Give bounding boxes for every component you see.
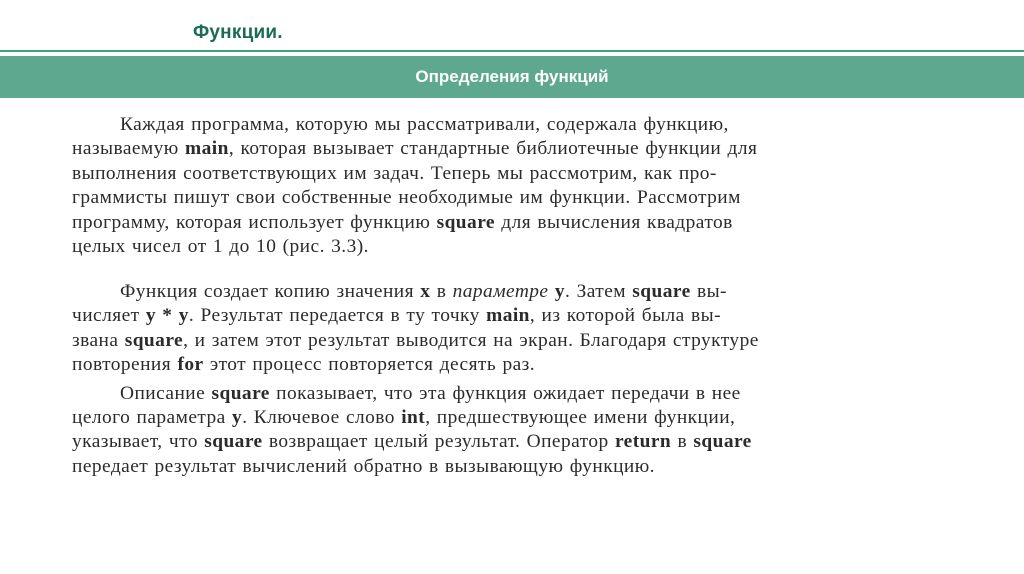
text-run: Функция создает копию значения xyxy=(120,281,421,302)
text-run: передает результат вычислений обратно в вызывающую функцию. xyxy=(72,455,655,477)
paragraph-2 xyxy=(72,280,950,378)
text-run: программу, которая использует функцию xyxy=(72,211,437,233)
paragraph-3 xyxy=(72,382,950,480)
code-keyword: x xyxy=(420,281,431,302)
text-run: этот процесс повторяется десять раз. xyxy=(203,354,536,376)
code-keyword: square xyxy=(124,329,184,351)
text-run: Описание xyxy=(120,382,212,404)
text-line xyxy=(72,353,950,377)
text-run: . Ключевое слово xyxy=(242,406,402,428)
text-run: в xyxy=(430,281,453,302)
page-title: Функции. xyxy=(193,22,283,43)
code-keyword: y xyxy=(554,281,565,302)
text-line xyxy=(72,280,950,304)
text-line xyxy=(72,186,950,210)
paragraph-1 xyxy=(72,113,950,259)
text-run: , которая вызывает стандартные библиотечные функции для xyxy=(228,138,758,160)
text-run: , из которой была вы- xyxy=(529,305,722,327)
text-run: , и затем этот результат выводится на экран. Благодаря структуре xyxy=(183,329,759,351)
code-keyword: int xyxy=(401,406,426,428)
text-line xyxy=(72,430,950,454)
text-run: возвращает целый результат. Оператор xyxy=(262,431,615,453)
text-run: звана xyxy=(72,329,125,351)
code-keyword: square xyxy=(211,382,270,404)
text-run: . Результат передается в ту точку xyxy=(188,305,487,327)
text-line xyxy=(72,137,950,161)
code-keyword: y * y xyxy=(145,305,189,327)
text-run: указывает, что xyxy=(72,431,205,453)
section-title: Определения функций xyxy=(415,67,609,86)
text-line xyxy=(72,113,950,137)
text-line xyxy=(72,382,950,406)
text-line xyxy=(72,455,950,479)
text-run: выполнения соответствующих им задач. Теперь мы рассмотрим, как про- xyxy=(72,162,717,184)
text-run: показывает, что эта функция ожидает передачи в нее xyxy=(269,382,741,404)
text-line xyxy=(72,329,950,353)
text-run: называемую xyxy=(72,138,186,160)
text-line xyxy=(72,162,950,186)
emphasis-text: параметре xyxy=(452,281,549,302)
text-run: Каждая программа, которую мы рассматривали, содержала функцию, xyxy=(120,114,729,135)
text-run: целого параметра xyxy=(72,406,233,428)
code-keyword: y xyxy=(232,406,243,428)
text-run: вы- xyxy=(690,281,727,302)
text-run: числяет xyxy=(72,305,146,327)
code-keyword: for xyxy=(177,354,204,376)
code-keyword: square xyxy=(204,431,263,453)
code-keyword: return xyxy=(614,431,672,453)
text-run: для вычисления квадратов xyxy=(494,211,733,233)
text-run: целых чисел от 1 до 10 (рис. 3.3). xyxy=(72,235,369,257)
section-banner xyxy=(0,56,1024,98)
code-keyword: square xyxy=(693,431,752,453)
text-line xyxy=(72,406,950,430)
code-keyword: main xyxy=(486,305,530,327)
title-divider xyxy=(0,50,1024,52)
text-line xyxy=(72,211,950,235)
code-keyword: main xyxy=(185,138,229,160)
body-text-block-2 xyxy=(72,280,950,479)
text-run: . Затем xyxy=(564,281,633,302)
text-run: повторения xyxy=(72,354,178,376)
text-run: , предшествующее имени функции, xyxy=(425,406,736,428)
text-line xyxy=(72,304,950,328)
body-text-block-1 xyxy=(72,113,950,259)
text-run: в xyxy=(671,431,694,453)
code-keyword: square xyxy=(436,211,495,233)
code-keyword: square xyxy=(632,281,691,302)
text-line xyxy=(72,235,950,259)
text-run: граммисты пишут свои собственные необходимые им функции. Рассмотрим xyxy=(72,187,741,209)
